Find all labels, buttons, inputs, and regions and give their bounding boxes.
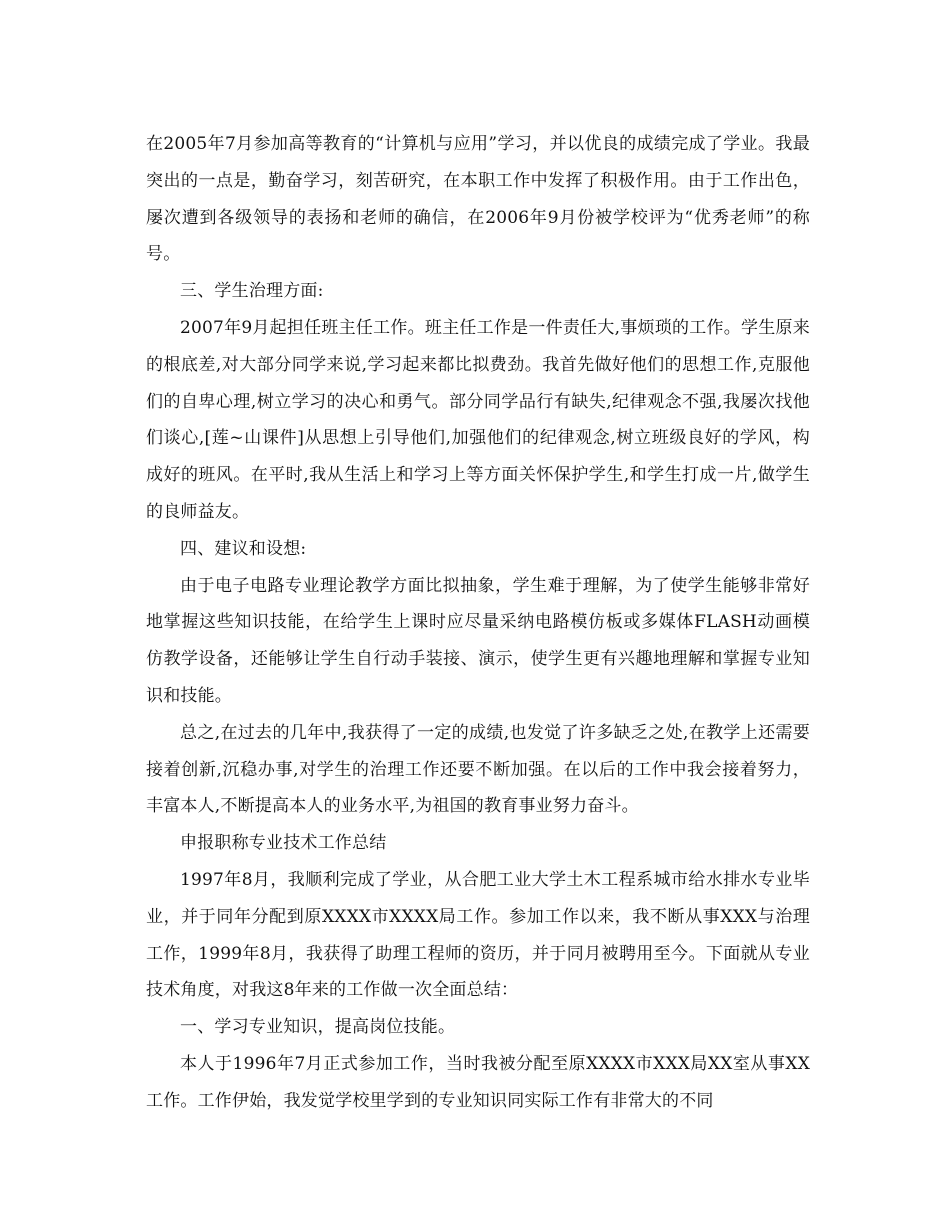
- paragraph-conclusion: 总之,在过去的几年中,我获得了一定的成绩,也发觉了许多缺乏之处,在教学上还需要接着创新,沉稳办事,对学生的治理工作还要不断加强。在以后的工作中我会接着努力，丰富本人,不断提高本人的业务水平,为祖国的教育事业努力奋斗。: [146, 722, 810, 817]
- paragraph-career-intro: 1997年8月，我顺利完成了学业，从合肥工业大学土木工程系城市给水排水专业毕业，并于同年分配到原XXXX市XXXX局工作。参加工作以来，我不断从事XXX与治理工作，1999年8月，我获得了助理工程师的资历，并于同月被聘用至今。下面就从专业技术角度，对我这8年来的工作做一次全面总结：: [146, 869, 810, 1001]
- section-heading-professional-knowledge: 一、学习专业知识，提高岗位技能。: [180, 1017, 456, 1038]
- document-subtitle: 申报职称专业技术工作总结: [180, 833, 387, 854]
- section-heading-student-management: 三、学生治理方面:: [180, 281, 324, 302]
- paragraph-teaching-suggestion: 由于电子电路专业理论教学方面比拟抽象，学生难于理解，为了使学生能够非常好地掌握这些知识技能，在给学生上课时应尽量采纳电路模仿板或多媒体FLASH动画模仿教学设备，还能够让学生自行动手装接、演示，使学生更有兴趣地理解和掌握专业知识和技能。: [146, 575, 810, 706]
- section-heading-suggestions: 四、建议和设想:: [180, 538, 307, 559]
- paragraph-continuation: 在2005年7月参加高等教育的“计算机与应用”学习，并以优良的成绩完成了学业。我最突出的一点是，勤奋学习，刻苦研究，在本职工作中发挥了积极作用。由于工作出色，屡次遭到各级领导的表扬和老师的确信，在2006年9月份被学校评为“优秀老师”的称号。: [146, 134, 810, 265]
- paragraph-work-start: 本人于1996年7月正式参加工作，当时我被分配至原XXXX市XXX局XX室从事XX工作。工作伊始，我发觉学校里学到的专业知识同实际工作有非常大的不同: [146, 1053, 811, 1111]
- paragraph-head-teacher-work: 2007年9月起担任班主任工作。班主任工作是一件责任大,事烦琐的工作。学生原来的根底差,对大部分同学来说,学习起来都比拟费劲。我首先做好他们的思想工作,克服他们的自卑心理,树立学习的决心和勇气。部分同学品行有缺失,纪律观念不强,我屡次找他们谈心,[莲~山课件]从思想上引导他们,加强他们的纪律观念,树立班级良好的学风，构成好的班风。在平时,我从生活上和学习上等方面关怀保护学生,和学生打成一片,做学生的良师益友。: [146, 317, 810, 522]
- document-body: [146, 126, 810, 1120]
